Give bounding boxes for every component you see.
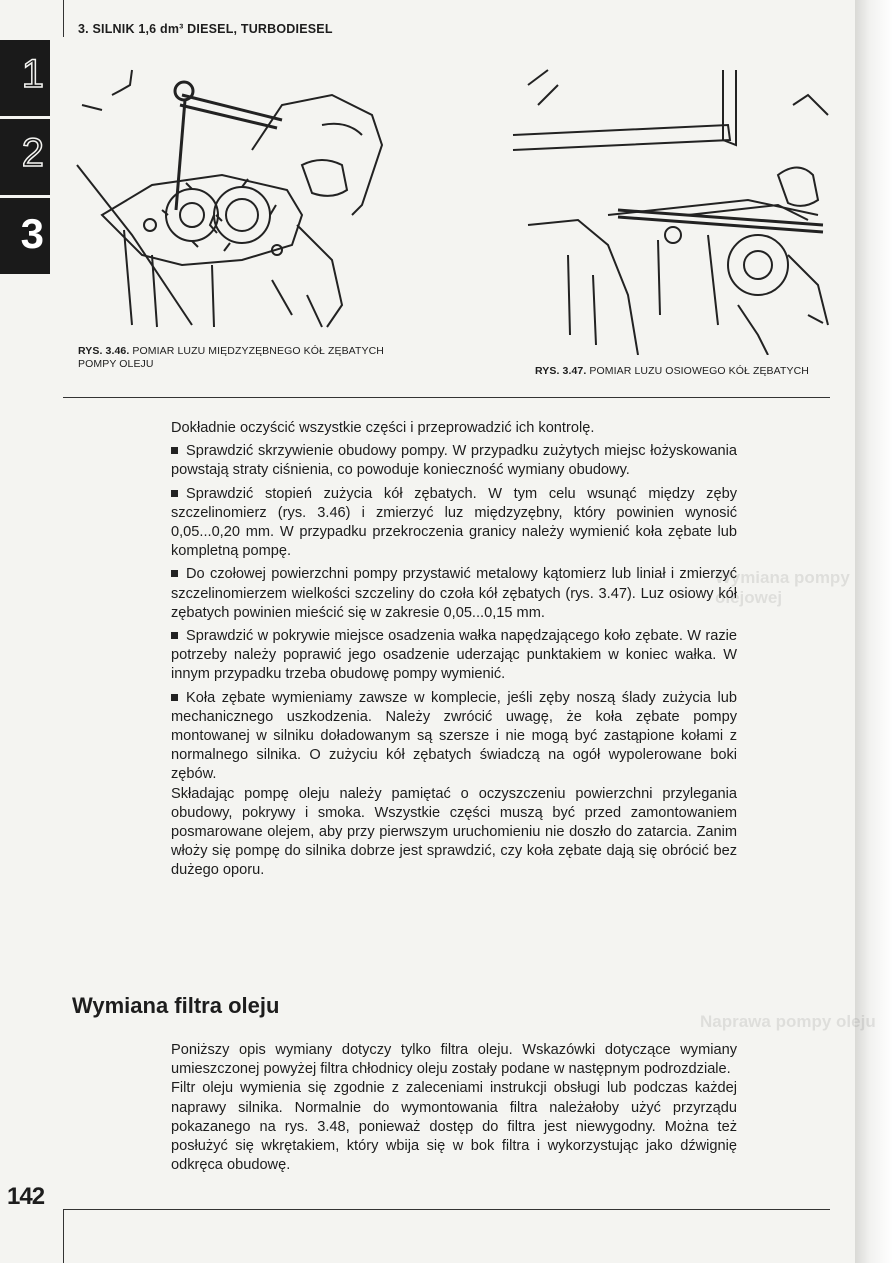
figure-caption-text: POMIAR LUZU OSIOWEGO KÓŁ ZĘBATYCH — [589, 365, 809, 377]
bullet-paragraph: Koła zębate wymieniamy zawsze w komplecie, jeśli zęby noszą ślady zużycia lub mechanicznego uszkodzenia. Należy zwrócić uwagę, że koła zębate pompy montowanej w silniku doładowanym są szersze i nie mogą być zastąpione kołami z normalnego silnika. O zużyciu kół zębatych świadczą na ogół wypolerowane boki zębów. — [171, 689, 737, 783]
bullet-icon — [171, 632, 178, 639]
figure-oil-pump-backlash — [72, 65, 392, 335]
page-edge-bleed — [855, 0, 893, 1263]
bullet-paragraph: Sprawdzić w pokrywie miejsce osadzenia wałka napędzającego koło zębate. W razie potrzeby należy poprawić jego osadzenie uderzając punktakiem w koniec wałka. W innym przypadku trzeba obudowę pompy wymienić. — [171, 628, 737, 683]
bullet-paragraph: Do czołowej powierzchni pompy przystawić metalowy kątomierz lub liniał i zmierzyć szczelinomierzem wielkości szczeliny do czoła kół zębatych (rys. 3.47). Luz osiowy kół zębatych powinien mieścić się w zakresie 0,05...0,15 mm. — [171, 566, 737, 621]
oil-pump-feeler-gauge-drawing — [72, 65, 392, 335]
bleed-through-heading: Naprawa pompy oleju — [700, 1012, 876, 1031]
bullet-icon — [171, 694, 178, 701]
bullet-paragraph: Sprawdzić skrzywienie obudowy pompy. W przypadku zużytych miejsc łożyskowania powstają straty ciśnienia, co powoduje konieczność wymiany obudowy. — [171, 443, 737, 479]
paragraph: Dokładnie oczyścić wszystkie części i przeprowadzić ich kontrolę. — [171, 420, 595, 436]
bullet-icon — [171, 490, 178, 497]
running-header: 3. SILNIK 1,6 dm³ DIESEL, TURBODIESEL — [78, 22, 333, 36]
section-heading: Wymiana filtra oleju — [72, 993, 280, 1018]
bullet-paragraph: Sprawdzić stopień zużycia kół zębatych. W tym celu wsunąć między zęby szczelinomierz (rys. 3.46) i zmierzyć luz międzyzębny, który powinien wynosić 0,05...0,20 mm. W przypadku przekroczenia granicy należy wymienić koła zębate lub kompletną pompę. — [171, 485, 737, 560]
paragraph: Składając pompę oleju należy pamiętać o oczyszczeniu powierzchni przylegania obudowy, pokrywy i smoka. Wszystkie części muszą być przed zamontowaniem posmarowane olejem, aby przy pierwszym uruchomieniu nie doszło do zatarcia. Zanim włoży się pompę do silnika dobrze jest sprawdzić, czy koła zębate dają się obrócić bez dużego oporu. — [171, 785, 737, 879]
page-number: 142 — [7, 1183, 45, 1210]
bullet-icon — [171, 570, 178, 577]
paragraph: Poniższy opis wymiany dotyczy tylko filtra oleju. Wskazówki dotyczące wymiany umieszczonej powyżej filtra chłodnicy oleju zostały podane w następnym podrozdziale. — [171, 1042, 737, 1078]
figure-axial-play — [508, 65, 830, 355]
chapter-tab-1: 1 — [0, 40, 50, 116]
footer-vertical-rule — [63, 1209, 64, 1263]
figure-caption-text: POMIAR LUZU MIĘDZYZĘBNEGO KÓŁ ZĘBATYCH POMPY OLEJU — [78, 345, 384, 370]
chapter-tab-2: 2 — [0, 119, 50, 195]
figure-separator-rule — [63, 397, 830, 398]
paragraph: Filtr oleju wymienia się zgodnie z zaleceniami instrukcji obsługi lub podczas każdej naprawy silnika. Normalnie do wymontowania filtra należałoby użyć przyrządu pokazanego na rys. 3.48, ponieważ dostęp do filtra jest niewygodny. Można też posłużyć się wkrętakiem, który wbija się w bok filtra i wykorzystując jako dźwignię odkręca obudowę. — [171, 1080, 737, 1174]
footer-rule — [63, 1209, 830, 1210]
pump-inspection-text — [171, 419, 737, 885]
header-rule — [63, 0, 64, 37]
bleed-through-heading: Wymiana pompy olejowej — [715, 568, 850, 607]
chapter-tab-3: 3 — [0, 198, 50, 274]
bullet-icon — [171, 447, 178, 454]
figure-number: RYS. 3.46. — [78, 345, 130, 357]
figure-number: RYS. 3.47. — [535, 365, 587, 377]
figure-caption-3-47 — [535, 365, 835, 378]
oil-filter-text — [171, 1041, 737, 1175]
chapter-tabs — [0, 40, 50, 277]
axial-play-straightedge-drawing — [508, 65, 830, 355]
figure-caption-3-46 — [78, 345, 398, 371]
